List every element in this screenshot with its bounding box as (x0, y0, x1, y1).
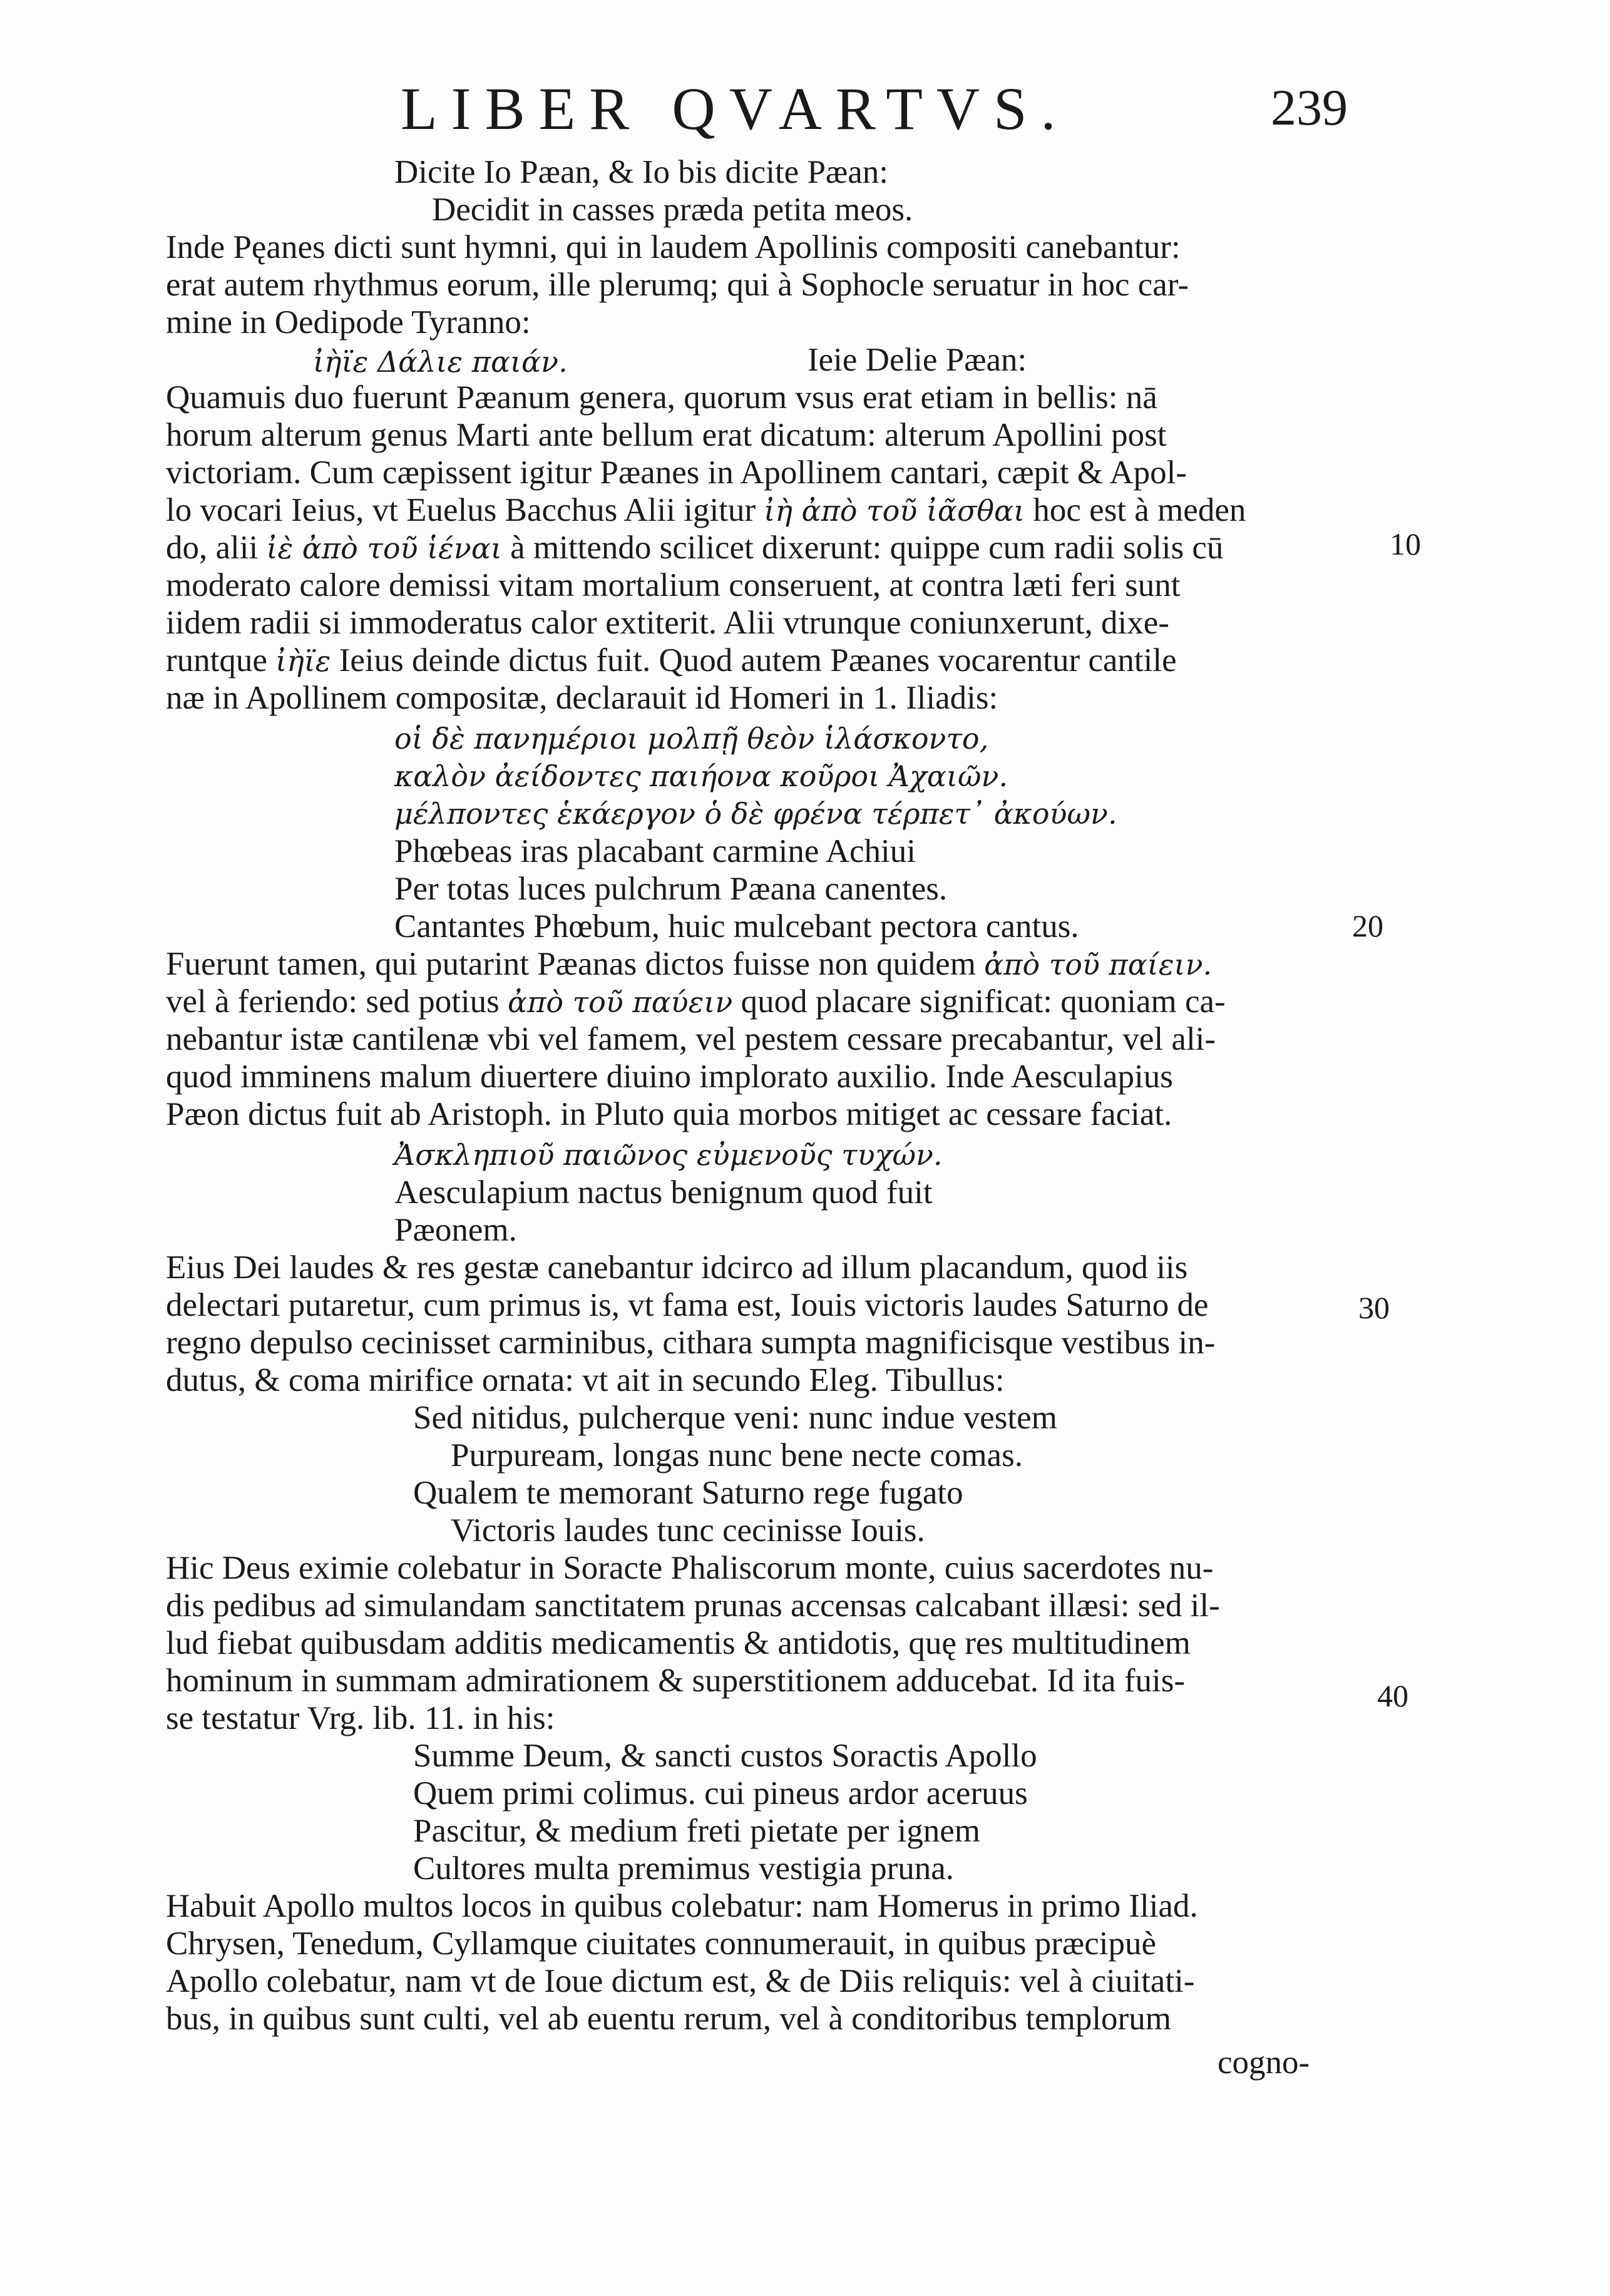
margin-line-number: 20 (1352, 908, 1383, 943)
text-line: delectari putaretur, cum primus is, vt fama est, Iouis victoris laudes Saturno de (166, 1287, 1209, 1323)
text-line: Habuit Apollo multos locos in quibus colebatur: nam Homerus in primo Iliad. (166, 1888, 1198, 1924)
greek-quote: ἰὴϊε Δάλιε παιάν. (313, 345, 568, 379)
text-line: erat autem rhythmus eorum, ille plerumq; qui à Sophocle seruatur in hoc car- (166, 267, 1189, 303)
margin-line-number: 10 (1390, 526, 1421, 561)
text-line: dutus, & coma mirifice ornata: vt ait in secundo Eleg. Tibullus: (166, 1362, 1005, 1398)
verse-line: Quem primi colimus. cui pineus ardor aceruus (413, 1775, 1028, 1812)
text-line (166, 529, 1223, 567)
text-line: dis pedibus ad simulandam sanctitatem prunas accensas calcabant illæsi: sed il- (166, 1587, 1220, 1624)
margin-line-number: 40 (1377, 1678, 1408, 1713)
greek-verse: καλὸν ἀείδοντες παιήονα κοῦροι Ἀχαιῶν. (394, 759, 1008, 793)
text-line: se testatur Vrg. lib. 11. in his: (166, 1700, 555, 1736)
text-segment: à mittendo scilicet dixerunt: quippe cum radii solis cū (510, 530, 1224, 566)
text-line: Hic Deus eximie colebatur in Soracte Phaliscorum monte, cuius sacerdotes nu- (166, 1550, 1214, 1586)
text-line: Chrysen, Tenedum, Cyllamque ciuitates connumerauit, in quibus præcipuè (166, 1925, 1157, 1962)
text-line: lud fiebat quibusdam additis medicamentis & antidotis, quę res multitudinem (166, 1625, 1191, 1661)
greek-verse: Ἀσκληπιοῦ παιῶνος εὐμενοῦς τυχών. (394, 1138, 943, 1172)
text-line: mine in Oedipode Tyranno: (166, 304, 531, 341)
text-line: Quamuis duo fuerunt Pæanum genera, quorum vsus erat etiam in bellis: nā (166, 379, 1157, 416)
text-line: Inde Pęanes dicti sunt hymni, qui in laudem Apollinis compositi canebantur: (166, 229, 1181, 265)
verse-line: Victoris laudes tunc cecinisse Iouis. (451, 1512, 925, 1549)
text-line: regno depulso cecinisset carminibus, cithara sumpta magnificisque vestibus in- (166, 1325, 1216, 1361)
text-line: Pæon dictus fuit ab Aristoph. in Pluto quia morbos mitiget ac cessare faciat. (166, 1096, 1172, 1132)
greek-segment: ἀπὸ τοῦ παύειν (508, 985, 733, 1019)
verse-line: Cantantes Phœbum, huic mulcebant pectora cantus. (394, 908, 1079, 945)
text-line: quod imminens malum diuertere diuino implorato auxilio. Inde Aesculapius (166, 1058, 1173, 1095)
greek-segment: ἀπὸ τοῦ παίειν. (984, 948, 1213, 981)
greek-segment: ἰὴϊε (275, 644, 331, 678)
text-line: victoriam. Cum cæpissent igitur Pæanes in Apollinem cantari, cæpit & Apol- (166, 454, 1187, 491)
text-line: Ieie Delie Pæan: (808, 342, 1027, 378)
greek-segment: ἰὴ ἀπὸ τοῦ ἰᾶσθαι (764, 494, 1025, 528)
text-line: iidem radii si immoderatus calor extiterit. Alii vtrunque coniunxerunt, dixe- (166, 605, 1169, 641)
text-line (166, 491, 1246, 530)
greek-segment: ἰὲ ἀπὸ τοῦ ἱέναι (266, 531, 502, 565)
verse-line: Purpuream, longas nunc bene necte comas. (451, 1437, 1023, 1473)
verse-line: Qualem te memorant Saturno rege fugato (413, 1475, 963, 1511)
catchword: cogno- (1218, 2044, 1310, 2081)
verse-line: Sed nitidus, pulcherque veni: nunc indue vestem (413, 1400, 1057, 1436)
verse-line: Dicite Io Pæan, & Io bis dicite Pæan: (394, 154, 889, 190)
text-segment: Fuerunt tamen, qui putarint Pæanas dictos fuisse non quidem (166, 946, 976, 982)
text-line: moderato calore demissi vitam mortalium conseruent, at contra læti feri sunt (166, 567, 1181, 603)
greek-verse: μέλποντες ἑκάεργον ὁ δὲ φρένα τέρπετ᾽ ἀκούων. (394, 797, 1117, 831)
text-line: nebantur istæ cantilenæ vbi vel famem, vel pestem cessare precabantur, vel ali- (166, 1021, 1216, 1057)
verse-line: Phœbeas iras placabant carmine Achiui (394, 833, 916, 869)
running-head: LIBER QVARTVS. (401, 75, 1070, 142)
verse-line: Pæonem. (394, 1212, 517, 1248)
text-line: bus, in quibus sunt culti, vel ab euentu rerum, vel à conditoribus templorum (166, 2001, 1171, 2037)
text-segment: do, alii (166, 530, 259, 566)
margin-line-number: 30 (1358, 1290, 1390, 1325)
verse-line: Decidit in casses præda petita meos. (432, 192, 913, 228)
text-segment: Ieius deinde dictus fuit. Quod autem Pæanes vocarentur cantile (339, 642, 1177, 679)
text-line: Eius Dei laudes & res gestæ canebantur idcirco ad illum placandum, quod iis (166, 1249, 1188, 1286)
text-line (166, 642, 1177, 680)
page-number: 239 (1271, 79, 1348, 136)
text-line: næ in Apollinem compositæ, declarauit id Homeri in 1. Iliadis: (166, 680, 998, 716)
text-line (166, 945, 1212, 983)
text-line (166, 983, 1226, 1021)
verse-line: Per totas luces pulchrum Pæana canentes. (394, 871, 948, 907)
text-segment: lo vocari Ieius, vt Euelus Bacchus Alii igitur (166, 492, 756, 528)
verse-line: Aesculapium nactus benignum quod fuit (394, 1174, 933, 1211)
text-segment: runtque (166, 642, 267, 679)
text-segment: hoc est à meden (1033, 492, 1246, 528)
verse-line: Pascitur, & medium freti pietate per ignem (413, 1813, 980, 1849)
text-line: horum alterum genus Marti ante bellum erat dicatum: alterum Apollini post (166, 417, 1167, 453)
text-line: Apollo colebatur, nam vt de Ioue dictum est, & de Diis reliquis: vel à ciuitati- (166, 1963, 1195, 1999)
greek-verse: οἱ δὲ πανημέριοι μολπῇ θεὸν ἱλάσκοντο, (394, 722, 989, 756)
text-line: hominum in summam admirationem & superstitionem adducebat. Id ita fuis- (166, 1663, 1185, 1699)
text-segment: vel à feriendo: sed potius (166, 983, 500, 1020)
verse-line: Summe Deum, & sancti custos Soractis Apollo (413, 1738, 1037, 1774)
verse-line: Cultores multa premimus vestigia pruna. (413, 1850, 955, 1887)
text-segment: quod placare significat: quoniam ca- (741, 983, 1226, 1020)
